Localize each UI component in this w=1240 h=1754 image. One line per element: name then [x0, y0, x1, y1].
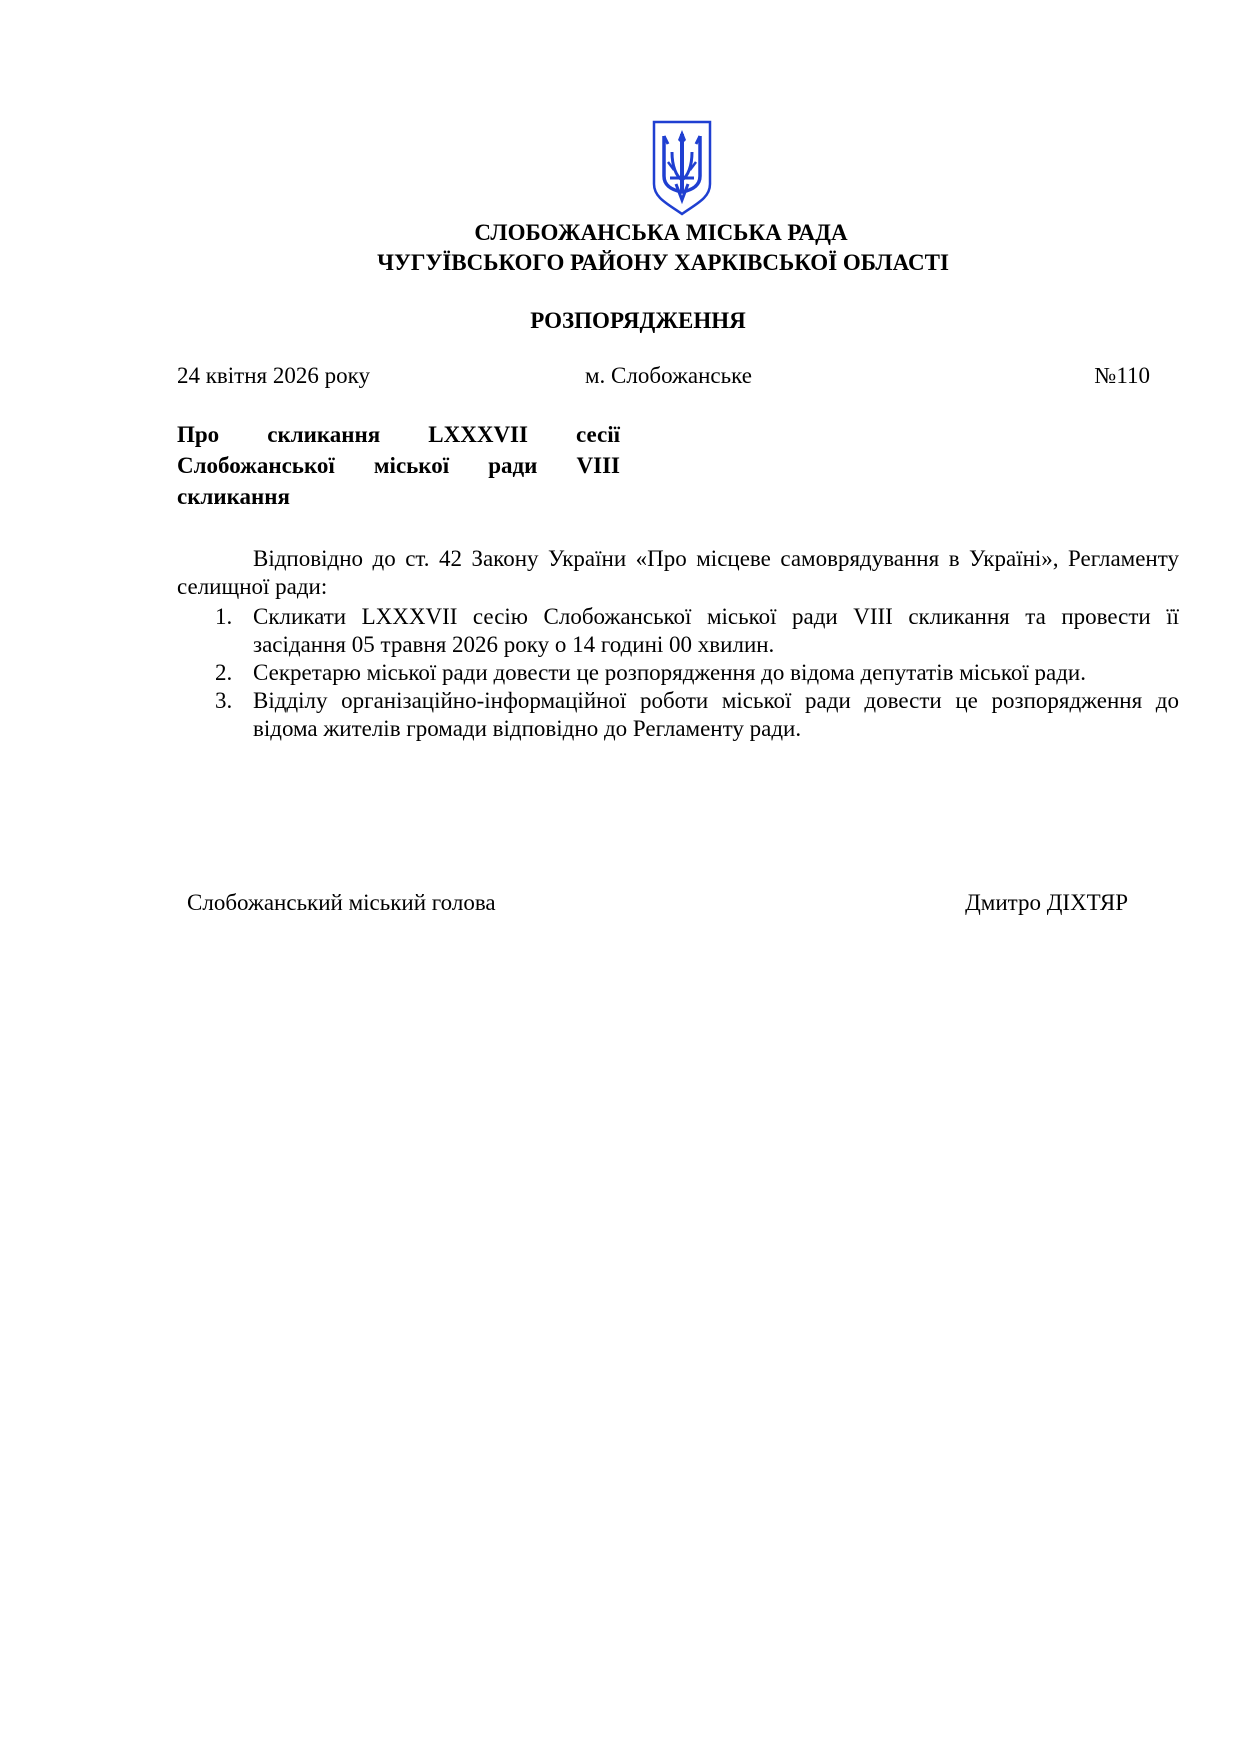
subject-line: Слобожанської міської ради VIII: [177, 453, 620, 478]
signatory-title: Слобожанський міський голова: [187, 890, 496, 915]
organization-name: СЛОБОЖАНСЬКА МІСЬКА РАДА: [474, 220, 848, 245]
coat-of-arms-icon: [650, 118, 714, 216]
list-item-text: Секретарю міської ради довести це розпорядження до відома депутатів міської ради.: [253, 660, 1086, 685]
organization-region: ЧУГУЇВСЬКОГО РАЙОНУ ХАРКІВСЬКОЇ ОБЛАСТІ: [377, 250, 949, 275]
subject-line: Про скликання LXXXVII сесії: [177, 422, 620, 447]
list-item-number: 2.: [215, 660, 233, 685]
list-item: [177, 603, 1179, 659]
list-item: [177, 659, 1179, 687]
document-place: м. Слобожанське: [585, 363, 752, 388]
document-number: №110: [1094, 363, 1150, 388]
preamble-paragraph: Відповідно до ст. 42 Закону України «Про місцеве самоврядування в Україні», Регламенту селищної ради:: [177, 546, 1179, 599]
subject-line: скликання: [177, 484, 290, 509]
list-item-text: Відділу організаційно-інформаційної роботи міської ради довести це розпорядження до відома жителів громади відповідно до Регламенту ради.: [253, 688, 1179, 741]
order-items-list: [177, 603, 1179, 743]
signatory-name: Дмитро ДІХТЯР: [965, 890, 1128, 915]
document-date: 24 квітня 2026 року: [177, 363, 370, 388]
document-subject: [177, 419, 620, 512]
document-type-heading: РОЗПОРЯДЖЕННЯ: [530, 308, 746, 333]
list-item-text: Скликати LXXXVII сесію Слобожанської міської ради VIII скликання та провести її засідання 05 травня 2026 року о 14 годині 00 хвилин.: [253, 604, 1179, 657]
list-item-number: 3.: [215, 688, 233, 713]
list-item-number: 1.: [215, 604, 233, 629]
list-item: [177, 687, 1179, 743]
